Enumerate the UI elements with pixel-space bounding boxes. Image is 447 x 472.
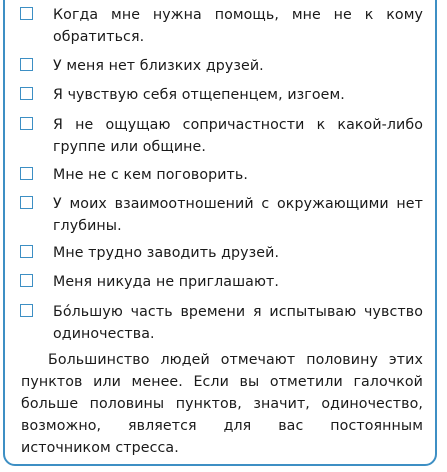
checklist-item[interactable] bbox=[20, 164, 426, 186]
checklist-item-label: Я чувствую себя отщепенцем, изгоем. bbox=[53, 87, 345, 103]
checkbox[interactable] bbox=[20, 167, 33, 180]
checkbox[interactable] bbox=[20, 274, 33, 287]
checkbox[interactable] bbox=[20, 58, 33, 71]
summary-paragraph: Большинство людей отмечают половину этих пунктов или менее. Если вы отметили галочкой больше половины пунктов, значит, одиночество, возможно, является для вас постоянным источником стресса. bbox=[21, 352, 423, 456]
checklist-item[interactable] bbox=[20, 4, 426, 48]
checklist-item[interactable] bbox=[20, 84, 426, 106]
checkbox[interactable] bbox=[20, 87, 33, 100]
checkbox[interactable] bbox=[20, 196, 33, 209]
checklist-item[interactable] bbox=[20, 301, 426, 345]
checklist-item-label: Я не ощущаю сопричастности к какой-либо группе или общине. bbox=[53, 117, 423, 155]
checklist-item-label: Меня никуда не приглашают. bbox=[53, 274, 279, 290]
checklist-item-label: У моих взаимоотношений с окружающими нет глубины. bbox=[53, 196, 423, 234]
checklist-item[interactable] bbox=[20, 242, 426, 264]
checklist-item-label: У меня нет близких друзей. bbox=[53, 58, 264, 74]
checklist-item-label: Бо́льшую часть времени я испытываю чувство одиночества. bbox=[53, 304, 423, 342]
checklist-item[interactable] bbox=[20, 271, 426, 293]
checkbox[interactable] bbox=[20, 304, 33, 317]
checklist-item[interactable] bbox=[20, 193, 426, 237]
checklist-item-label: Когда мне нужна помощь, мне не к кому обратиться. bbox=[53, 7, 423, 45]
checkbox[interactable] bbox=[20, 245, 33, 258]
checklist-item[interactable] bbox=[20, 114, 426, 158]
checklist-item-label: Мне трудно заводить друзей. bbox=[53, 245, 280, 261]
checkbox[interactable] bbox=[20, 117, 33, 130]
checklist-item[interactable] bbox=[20, 55, 426, 77]
checklist-item-label: Мне не с кем поговорить. bbox=[53, 167, 248, 183]
checkbox[interactable] bbox=[20, 7, 33, 20]
